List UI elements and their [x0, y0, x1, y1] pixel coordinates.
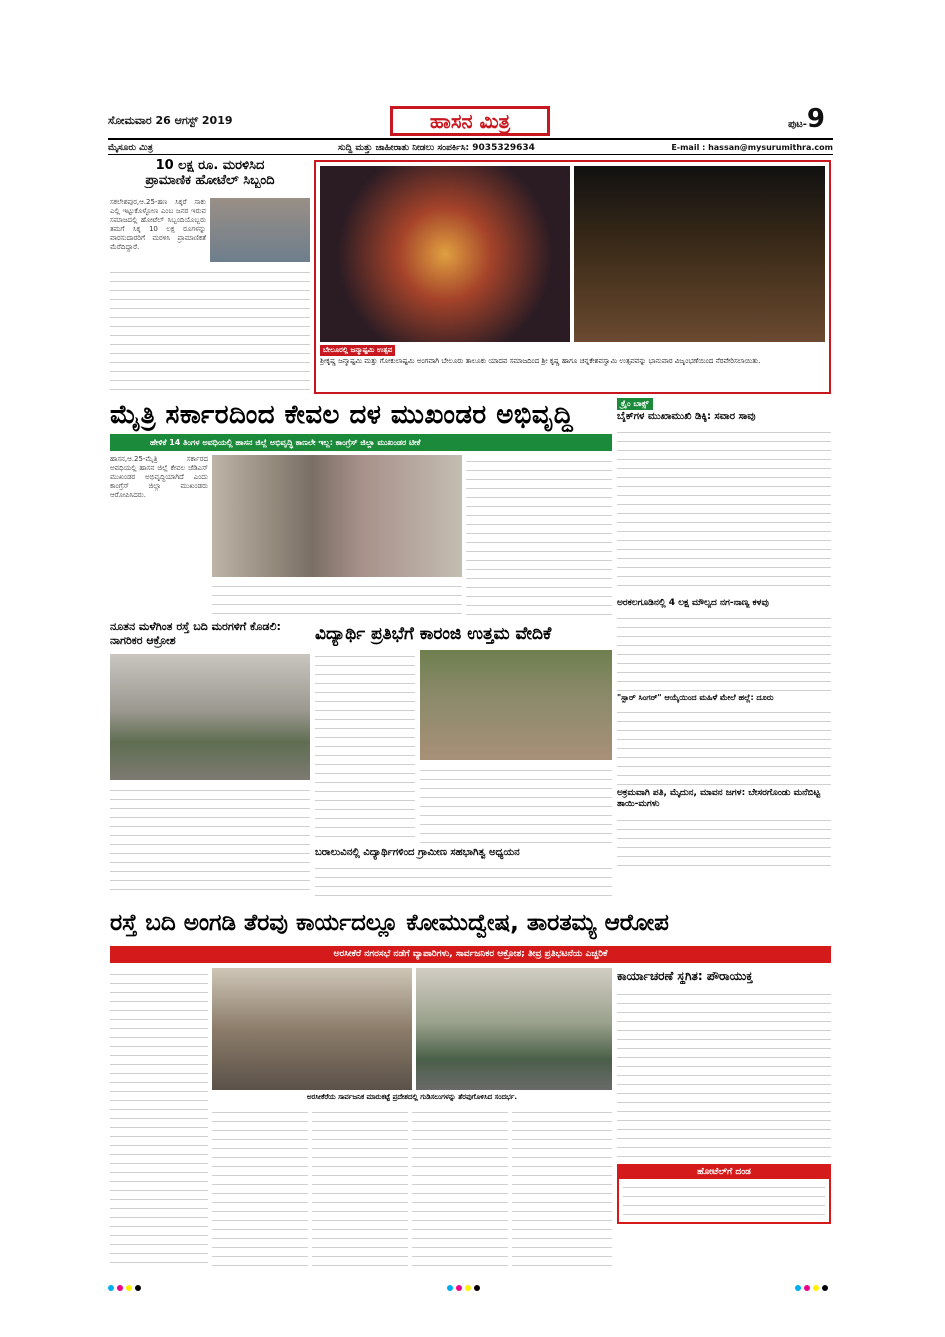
tree-headline: ನೂತನ ಮಳೆಗಿಂತ ರಸ್ತೆ ಬದಿ ಮರಗಳಿಗೆ ಕೊಡಲಿ: ನಾಗರಿಕರ ಆಕ್ರೋಶ — [110, 620, 281, 647]
crime-body-3 — [617, 706, 831, 786]
crime-headline-1: ಬೈಕ್‌ಗಳ ಮುಖಾಮುಖಿ ಡಿಕ್ಕಿ: ಸವಾರ ಸಾವು — [617, 411, 756, 422]
halt-headline: ಕಾರ್ಯಾಚರಣೆ ಸ್ಥಗಿತ: ಪೌರಾಯುಕ್ತ — [617, 969, 753, 983]
masthead-rule — [108, 138, 833, 140]
registration-marks-right — [795, 1276, 831, 1295]
issue-date: ಸೋಮವಾರ 26 ಆಗಸ್ಟ್ 2019 — [108, 114, 233, 127]
page-number: ಪುಟ-9 — [788, 104, 825, 134]
photo-temple-chariot — [320, 166, 570, 342]
story-hotel — [110, 158, 310, 394]
maitri-body-col1: ಹಾಸನ,ಆ.25-ಮೈತ್ರಿ ಸರ್ಕಾರದ ಅವಧಿಯಲ್ಲಿ ಹಾಸನ ಜಿಲ್ಲೆ ಕೇವಲ ಜೆಡಿಎಸ್ ಮುಖಂಡರ ಅಭಿವೃದ್ಧಿಯಾಗಿದೆ ಎಂದು ಕಾಂಗ್ರೆಸ್ ಜಿಲ್ಲಾ ಮುಖಂಡರು ಆರೋಪಿಸಿದರು. — [110, 455, 208, 499]
crime-box-label: ಕ್ರೈಂ ಬಾಕ್ಸ್ — [617, 398, 653, 410]
masthead-rule-bottom — [108, 154, 833, 155]
crime-body-2 — [617, 612, 831, 692]
tree-body — [110, 784, 310, 894]
story-tree — [110, 620, 310, 896]
photo-press-meet — [212, 455, 462, 577]
photo-student-dance — [420, 650, 612, 760]
karanji-body-right — [420, 764, 612, 844]
road-body-col1 — [110, 968, 208, 1270]
festival-block — [314, 160, 831, 394]
maitri-subhead: ಹೇಳಿಕೆ 14 ತಿಂಗಳ ಅವಧಿಯಲ್ಲಿ ಹಾಸನ ಜಿಲ್ಲೆ ಅಭಿವೃದ್ಧಿ ಕಾಣಲೇ ಇಲ್ಲ: ಕಾಂಗ್ರೆಸ್ ಜಿಲ್ಲಾ ಮುಖಂಡರ ಟೀಕೆ — [150, 438, 421, 447]
fine-box-title: ಹೋಟೆಲ್‌ಗೆ ದಂಡ — [619, 1166, 829, 1179]
ad-contact-line: ಸುದ್ದಿ ಮತ್ತು ಜಾಹೀರಾತು ನೀಡಲು ಸಂಪರ್ಕಿಸಿ: 9035329634 — [338, 143, 535, 153]
photo-demolished-stalls — [212, 968, 412, 1090]
road-body-col3 — [312, 1106, 408, 1270]
photo-municipal-truck — [416, 968, 612, 1090]
body-text: ಸಕಲೇಶಪುರ,ಆ.25-ಹಣ ಸಿಕ್ಕರೆ ಸಾಕು ಎಲ್ಲಿ ಇಟ್ಟುಕೊಳ್ಳೋಣ ಎಂಬ ಜನರ ಇರುವ ಸಮಾಜದಲ್ಲಿ ಹೋಟೆಲ್ ಸಿಬ್ಬಂದಿಯೊಬ್ಬರು ತಮಗೆ ಸಿಕ್ಕ 10 ಲಕ್ಷ ರೂಗಳನ್ನು ವಾರಸುದಾರರಿಗೆ ಮರಳಿಸಿ ಪ್ರಾಮಾಣಿಕತೆ ಮೆರೆದಿದ್ದಾರೆ. — [110, 198, 206, 251]
registration-marks-center — [447, 1276, 483, 1295]
village-body — [315, 862, 612, 898]
photo-procession-crowd — [574, 166, 825, 342]
road-subhead-bar — [110, 946, 831, 963]
crime-headline-4: ಅಕ್ರಮವಾಗಿ ಪತಿ, ಮೈದುನ, ಮಾವನ ಜಗಳ: ಬೇಸರಗೊಂಡು ಮನೆಬಿಟ್ಟ ತಾಯಿ-ಮಗಳು — [617, 788, 821, 809]
brand-name: ಮೈಸೂರು ಮಿತ್ರ — [108, 143, 153, 153]
halt-body — [617, 988, 831, 1160]
caption-label: ಬೇಲೂರಲ್ಲಿ ಜನ್ಮಾಷ್ಟಮಿ ಉತ್ಸವ — [320, 345, 395, 356]
fine-box — [617, 1164, 831, 1224]
email: E-mail : hassan@mysurumithra.com — [671, 143, 833, 152]
caption-text: ಶ್ರೀಕೃಷ್ಣ ಜನ್ಮಾಷ್ಟಮಿ ಮತ್ತು ಗೋಕುಲಾಷ್ಟಮಿ ಅಂಗವಾಗಿ ಬೇಲೂರು ತಾಲೂಕು ಯಾದವ ಸಮಾಜದಿಂದ ಶ್ರೀ ಕೃಷ್ಣ ಹಾಗೂ ಚನ್ನಕೇಶವಸ್ವಾಮಿ ಉತ್ಸವವನ್ನು ಭಾನುವಾರ ವಿಜೃಂಭಣೆಯಿಂದ ನೆರವೇರಿಸಲಾಯಿತು. — [320, 357, 761, 365]
crime-headline-3: "ಸ್ಪಾರ್ ಸಿಂಗರ್" ಆಯ್ಕೆಯಿಂದ ಮಹಿಳೆ ಮೇಲೆ ಹಲ್ಲೆ: ದೂರು — [617, 693, 774, 702]
road-headline: ರಸ್ತೆ ಬದಿ ಅಂಗಡಿ ತೆರವು ಕಾರ್ಯದಲ್ಲೂ ಕೋಮುದ್ವೇಷ, ತಾರತಮ್ಯ ಆರೋಪ — [110, 910, 669, 936]
crime-body-4 — [617, 814, 831, 874]
photo-felled-trees — [110, 654, 310, 780]
masthead-title-box — [390, 106, 550, 136]
crime-box — [617, 398, 831, 876]
village-headline: ಬರಾಲುವಿನಲ್ಲಿ ವಿದ್ಯಾರ್ಥಿಗಳಿಂದ ಗ್ರಾಮೀಣ ಸಹಭಾಗಿತ್ವ ಅಧ್ಯಯನ — [315, 847, 520, 858]
karanji-headline: ವಿದ್ಯಾರ್ಥಿ ಪ್ರತಿಭೆಗೆ ಕಾರಂಜಿ ಉತ್ತಮ ವೇದಿಕೆ — [315, 624, 552, 644]
maitri-subhead-bar — [110, 434, 612, 451]
headline: ಪ್ರಾಮಾಣಿಕ ಹೋಟೆಲ್ ಸಿಬ್ಬಂದಿ — [145, 173, 275, 188]
body-text-cont — [110, 266, 310, 392]
masthead-title: ಹಾಸನ ಮಿತ್ರ — [429, 109, 511, 133]
crime-headline-2: ಅರಕಲಗೂಡಿನಲ್ಲಿ 4 ಲಕ್ಷ ಮೌಲ್ಯದ ನಗ-ನಾಣ್ಯ ಕಳವು — [617, 598, 769, 608]
road-photo-caption: ಅರಸೀಕೆರೆಯ ಸಾರ್ವಜನಿಕ ಮಾರುಕಟ್ಟೆ ಪ್ರದೇಶದಲ್ಲಿ ಗುಡಿಸಲುಗಳನ್ನು ತೆರವುಗೊಳಿಸಿದ ಸಂದರ್ಭ. — [306, 1093, 518, 1101]
karanji-body-left — [315, 650, 415, 844]
road-subhead: ಅರಸೀಕೆರೆ ನಗರಸಭೆ ನಡೆಗೆ ವ್ಯಾಪಾರಿಗಳು, ಸಾರ್ವಜನಿಕರ ಆಕ್ರೋಶ; ತೀವ್ರ ಪ್ರತಿಭಟನೆಯ ಎಚ್ಚರಿಕೆ — [333, 949, 608, 959]
crime-body-1 — [617, 426, 831, 594]
road-body-col4 — [412, 1106, 508, 1270]
maitri-body-under-photo — [212, 580, 462, 616]
headline: 10 ಲಕ್ಷ ರೂ. ಮರಳಿಸಿದ — [155, 158, 265, 173]
road-body-col5 — [512, 1106, 612, 1270]
photo-handover — [210, 198, 310, 262]
maitri-body-col3 — [466, 455, 612, 615]
maitri-headline: ಮೈತ್ರಿ ಸರ್ಕಾರದಿಂದ ಕೇವಲ ದಳ ಮುಖಂಡರ ಅಭಿವೃದ್ಧಿ — [110, 400, 574, 430]
fine-box-body — [623, 1181, 825, 1221]
road-body-col2 — [212, 1106, 308, 1270]
registration-marks-left — [108, 1276, 144, 1295]
masthead — [108, 104, 833, 156]
